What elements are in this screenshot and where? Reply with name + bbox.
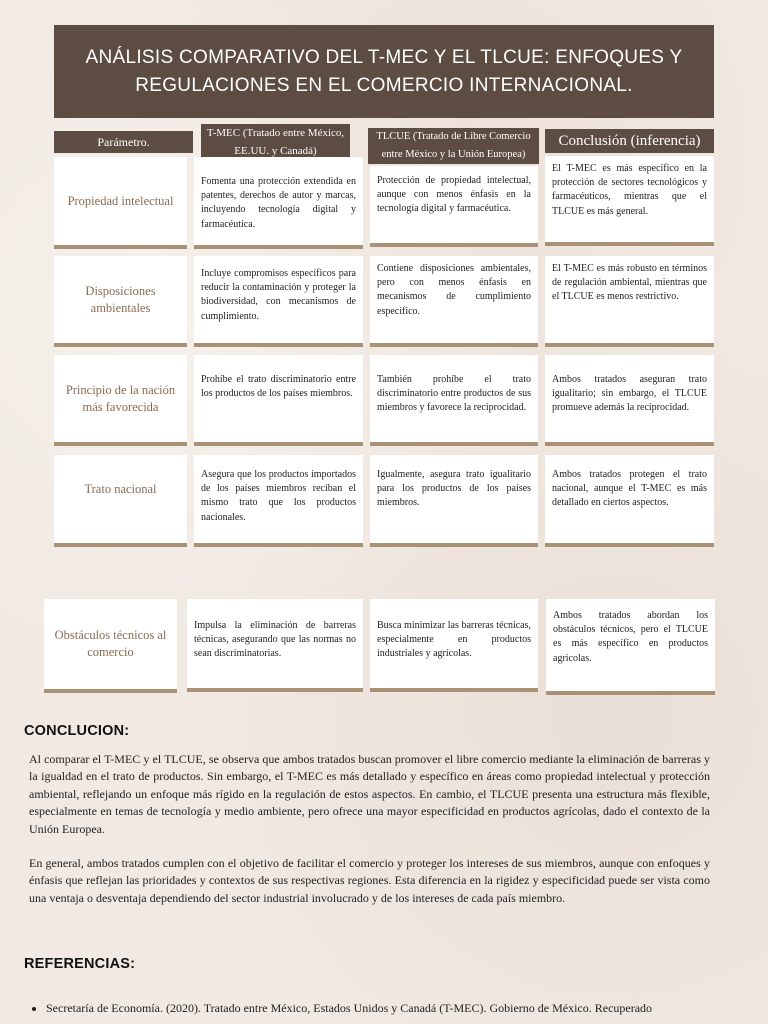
row-parameter: Disposiciones ambientales bbox=[54, 256, 187, 347]
row-parameter: Trato nacional bbox=[54, 455, 187, 547]
references-heading: REFERENCIAS: bbox=[24, 956, 136, 972]
column-header-tlcue: TLCUE (Tratado de Libre Comercio entre México y la Unión Europea) bbox=[368, 128, 539, 164]
reference-item: • Secretaría de Economía. (2020). Tratado entre México, Estados Unidos y Canadá (T-MEC). Gobierno de México. Recuperado bbox=[46, 1000, 726, 1017]
conclusion-paragraph: Al comparar el T-MEC y el TLCUE, se observa que ambos tratados buscan promover el libre comercio mediante la eliminación de barreras y la igualdad en el trato de productos. Sin embargo, el T-MEC es más detallado y específico en áreas como propiedad intelectual y protección ambiental, reflejando un enfoque más rígido en la regulación de estos aspectos. En cambio, el TLCUE presenta una estructura más flexible, especialmente en temas de tecnología y medio ambiente, pero ofrece una mayor especificidad en productos agrícolas, dado el contexto de la Unión Europea. bbox=[29, 752, 710, 836]
row-tlcue-cell: Busca minimizar las barreras técnicas, especialmente en productos industriales y agrícolas. bbox=[370, 599, 538, 692]
row-conclusion-cell: El T-MEC es más robusto en términos de regulación ambiental, mientras que el TLCUE es menos restrictivo. bbox=[545, 256, 714, 347]
row-tmec-cell: Impulsa la eliminación de barreras técnicas, asegurando que las normas no sean discriminatorias. bbox=[187, 599, 363, 692]
row-tlcue-cell: Igualmente, asegura trato igualitario para los productos de los países miembros. bbox=[370, 455, 538, 547]
row-tlcue-cell: Protección de propiedad intelectual, aunque con menos énfasis en la tecnología digital y farmacéutica. bbox=[370, 166, 538, 247]
row-conclusion-cell: Ambos tratados abordan los obstáculos técnicos, pero el TLCUE es más específico en productos agrícolas. bbox=[546, 599, 715, 695]
references-list bbox=[30, 1000, 726, 1017]
row-tlcue-cell: Contiene disposiciones ambientales, pero con menos énfasis en mecanismos de cumplimiento específico. bbox=[370, 256, 538, 347]
row-tlcue-cell: También prohíbe el trato discriminatorio entre productos de sus miembros y favorece la reciprocidad. bbox=[370, 355, 538, 446]
page-title: ANÁLISIS COMPARATIVO DEL T-MEC Y EL TLCUE: ENFOQUES Y REGULACIONES EN EL COMERCIO INTERNACIONAL. bbox=[54, 25, 714, 118]
row-parameter: Obstáculos técnicos al comercio bbox=[44, 599, 177, 693]
conclusion-heading: CONCLUCION: bbox=[24, 723, 130, 739]
row-conclusion-cell: Ambos tratados protegen el trato nacional, aunque el T-MEC es más detallado en ciertos aspectos. bbox=[545, 455, 714, 547]
column-header-tmec: T-MEC (Tratado entre México, EE.UU. y Canadá) bbox=[201, 124, 350, 160]
column-header-parameter: Parámetro. bbox=[54, 131, 193, 153]
row-tmec-cell: Incluye compromisos específicos para reducir la contaminación y proteger la biodiversidad, con mecanismos de cumplimiento. bbox=[194, 256, 363, 347]
column-header-conclusion: Conclusión (inferencia) bbox=[545, 129, 714, 153]
row-tmec-cell: Fomenta una protección extendida en patentes, derechos de autor y marcas, incluyendo tecnología digital y farmacéutica. bbox=[194, 157, 363, 249]
conclusion-paragraph: En general, ambos tratados cumplen con el objetivo de facilitar el comercio y proteger los intereses de sus miembros, aunque con enfoques y énfasis que reflejan las prioridades y contextos de sus respectivas regiones. Esta diferencia en la rigidez y especificidad puede ser vista como una ventaja o desventaja dependiendo del sector industrial involucrado y de los intereses de cada país miembro. bbox=[29, 856, 710, 905]
row-parameter: Principio de la nación más favorecida bbox=[54, 355, 187, 446]
row-conclusion-cell: El T-MEC es más específico en la protección de sectores tecnológicos y farmacéuticos, mientras que el TLCUE es más general. bbox=[545, 156, 714, 246]
row-tmec-cell: Asegura que los productos importados de los países miembros reciban el mismo trato que los productos nacionales. bbox=[194, 455, 363, 547]
row-tmec-cell: Prohíbe el trato discriminatorio entre los productos de los países miembros. bbox=[194, 355, 363, 446]
row-conclusion-cell: Ambos tratados aseguran trato igualitario; sin embargo, el TLCUE promueve además la reciprocidad. bbox=[545, 355, 714, 446]
row-parameter: Propiedad intelectual bbox=[54, 157, 187, 249]
